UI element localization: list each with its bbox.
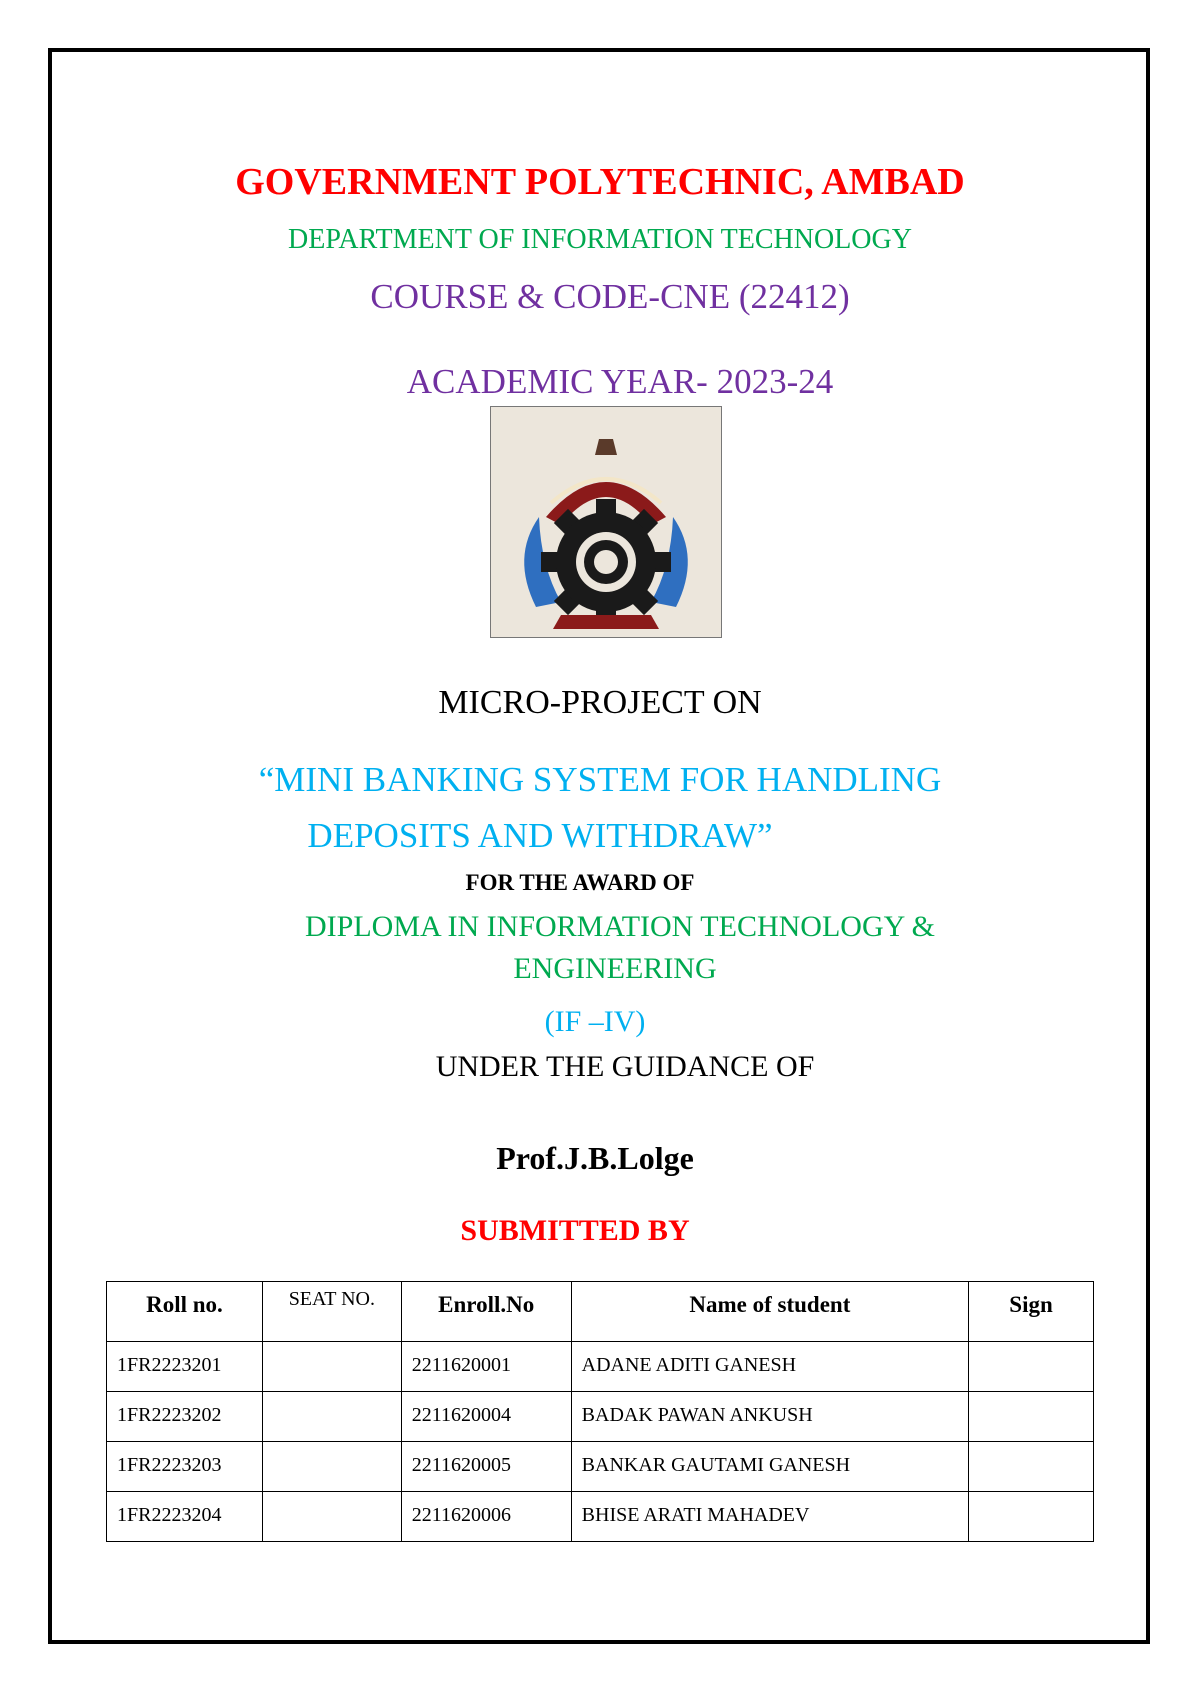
project-title-line1: “MINI BANKING SYSTEM FOR HANDLING	[258, 760, 942, 799]
cell-enroll-no: 2211620001	[401, 1342, 571, 1392]
cell-enroll-no: 2211620004	[401, 1392, 571, 1442]
cell-roll-no: 1FR2223204	[107, 1492, 263, 1542]
header-sign: Sign	[969, 1282, 1094, 1342]
academic-year: ACADEMIC YEAR- 2023-24	[406, 362, 834, 401]
cell-student-name: BHISE ARATI MAHADEV	[571, 1492, 968, 1542]
cell-sign	[969, 1342, 1094, 1392]
diploma-line1: DIPLOMA IN INFORMATION TECHNOLOGY &	[305, 910, 935, 943]
cell-sign	[969, 1492, 1094, 1542]
submitted-by-label: SUBMITTED BY	[460, 1214, 690, 1247]
diploma-line2: ENGINEERING	[513, 952, 717, 985]
micro-project-intro: MICRO-PROJECT ON	[438, 684, 762, 721]
cell-enroll-no: 2211620005	[401, 1442, 571, 1492]
guidance-label: UNDER THE GUIDANCE OF	[435, 1050, 815, 1083]
header-student-name: Name of student	[571, 1282, 968, 1342]
table-row	[107, 1442, 1094, 1492]
institute-emblem-icon	[491, 407, 721, 637]
cell-enroll-no: 2211620006	[401, 1492, 571, 1542]
cell-sign	[969, 1392, 1094, 1442]
table-header-row	[107, 1282, 1094, 1342]
cell-seat-no	[262, 1342, 401, 1392]
institute-name: GOVERNMENT POLYTECHNIC, AMBAD	[235, 161, 965, 203]
header-roll-no: Roll no.	[107, 1282, 263, 1342]
header-enroll-no: Enroll.No	[401, 1282, 571, 1342]
header-seat-no: SEAT NO.	[262, 1282, 401, 1342]
project-title-line2: DEPOSITS AND WITHDRAW”	[307, 816, 773, 855]
cell-roll-no: 1FR2223203	[107, 1442, 263, 1492]
cell-student-name: ADANE ADITI GANESH	[571, 1342, 968, 1392]
institute-logo	[490, 406, 722, 638]
students-table	[106, 1281, 1094, 1542]
cell-student-name: BANKAR GAUTAMI GANESH	[571, 1442, 968, 1492]
course-code: COURSE & CODE-CNE (22412)	[370, 277, 850, 316]
cell-roll-no: 1FR2223202	[107, 1392, 263, 1442]
cell-roll-no: 1FR2223201	[107, 1342, 263, 1392]
table-row	[107, 1492, 1094, 1542]
cell-sign	[969, 1442, 1094, 1492]
cell-student-name: BADAK PAWAN ANKUSH	[571, 1392, 968, 1442]
class-label: (IF –IV)	[544, 1005, 646, 1038]
table-row	[107, 1342, 1094, 1392]
guide-name: Prof.J.B.Lolge	[496, 1140, 694, 1176]
cell-seat-no	[262, 1392, 401, 1442]
table-row	[107, 1392, 1094, 1442]
cell-seat-no	[262, 1442, 401, 1492]
department-name: DEPARTMENT OF INFORMATION TECHNOLOGY	[288, 224, 912, 255]
cell-seat-no	[262, 1492, 401, 1542]
award-label: FOR THE AWARD OF	[465, 870, 695, 895]
